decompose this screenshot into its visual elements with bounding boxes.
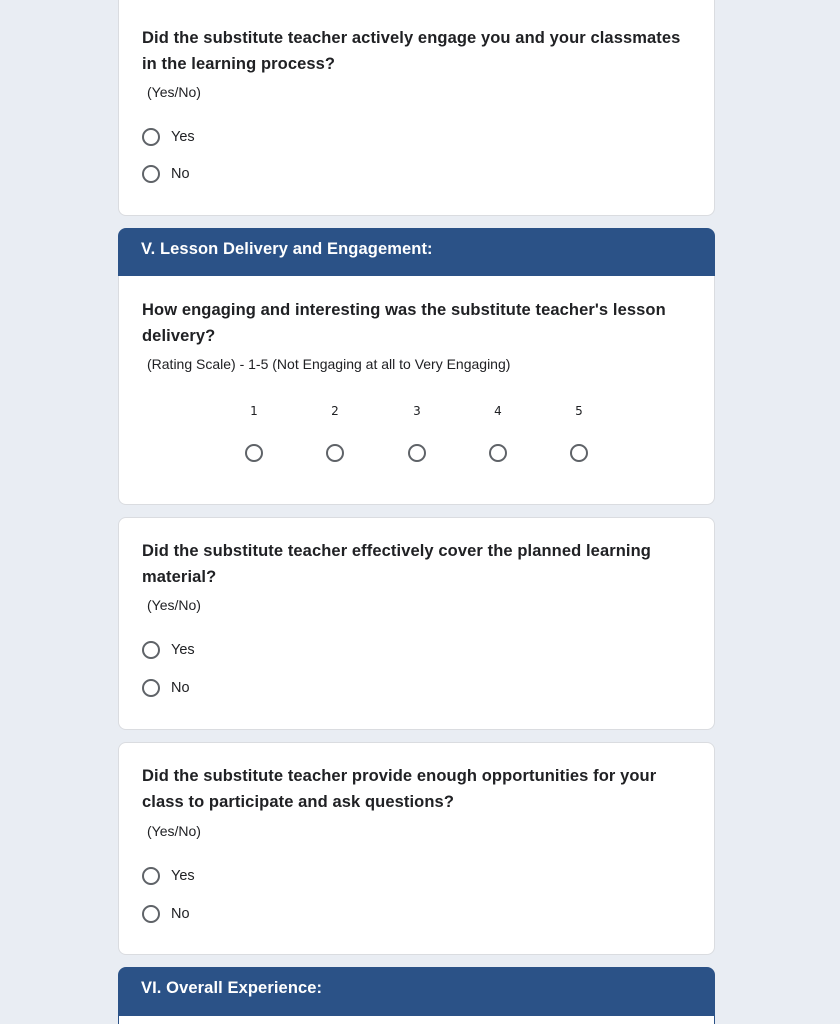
option-yes[interactable] [142, 866, 195, 886]
scale-radio-4[interactable] [489, 444, 507, 462]
radio-button[interactable] [142, 867, 160, 885]
option-label: No [171, 680, 190, 696]
scale-label-4: 4 [494, 404, 502, 418]
radio-button[interactable] [142, 165, 160, 183]
question-hint: (Yes/No) [147, 597, 201, 613]
scale-label-2: 2 [331, 404, 339, 418]
question-hint: (Yes/No) [147, 823, 201, 839]
scale-radio-3[interactable] [408, 444, 426, 462]
question-title: Did the substitute teacher actively engage you and your classmates in the learning process? [142, 29, 681, 73]
option-label: No [171, 906, 190, 922]
question-title: How engaging and interesting was the substitute teacher's lesson delivery? [142, 301, 666, 345]
option-no[interactable] [142, 164, 190, 184]
radio-button[interactable] [142, 679, 160, 697]
radio-button[interactable] [142, 128, 160, 146]
question-card-delivery [118, 276, 715, 505]
option-label: No [171, 166, 190, 182]
scale-label-1: 1 [250, 404, 258, 418]
question-card-material [118, 517, 715, 730]
option-label: Yes [171, 868, 195, 884]
scale-label-3: 3 [413, 404, 421, 418]
option-label: Yes [171, 129, 195, 145]
option-yes[interactable] [142, 127, 195, 147]
question-card-engage [118, 0, 715, 216]
section-title: VI. Overall Experience: [141, 979, 323, 997]
scale-radio-1[interactable] [245, 444, 263, 462]
section-title: V. Lesson Delivery and Engagement: [141, 240, 433, 258]
question-hint: (Rating Scale) - 1-5 (Not Engaging at all to Very Engaging) [147, 356, 511, 372]
section-body-edge [119, 1016, 714, 1024]
section-header-lesson-delivery [118, 228, 715, 277]
question-title: Did the substitute teacher provide enough opportunities for your class to participate and ask questions? [142, 767, 657, 811]
option-no[interactable] [142, 904, 190, 924]
scale-radio-5[interactable] [570, 444, 588, 462]
question-card-participate [118, 742, 715, 955]
radio-button[interactable] [142, 641, 160, 659]
question-title: Did the substitute teacher effectively cover the planned learning material? [142, 542, 651, 586]
option-no[interactable] [142, 678, 190, 698]
radio-button[interactable] [142, 905, 160, 923]
scale-radio-2[interactable] [326, 444, 344, 462]
scale-label-5: 5 [575, 404, 583, 418]
option-yes[interactable] [142, 640, 195, 660]
option-label: Yes [171, 642, 195, 658]
question-hint: (Yes/No) [147, 84, 201, 100]
